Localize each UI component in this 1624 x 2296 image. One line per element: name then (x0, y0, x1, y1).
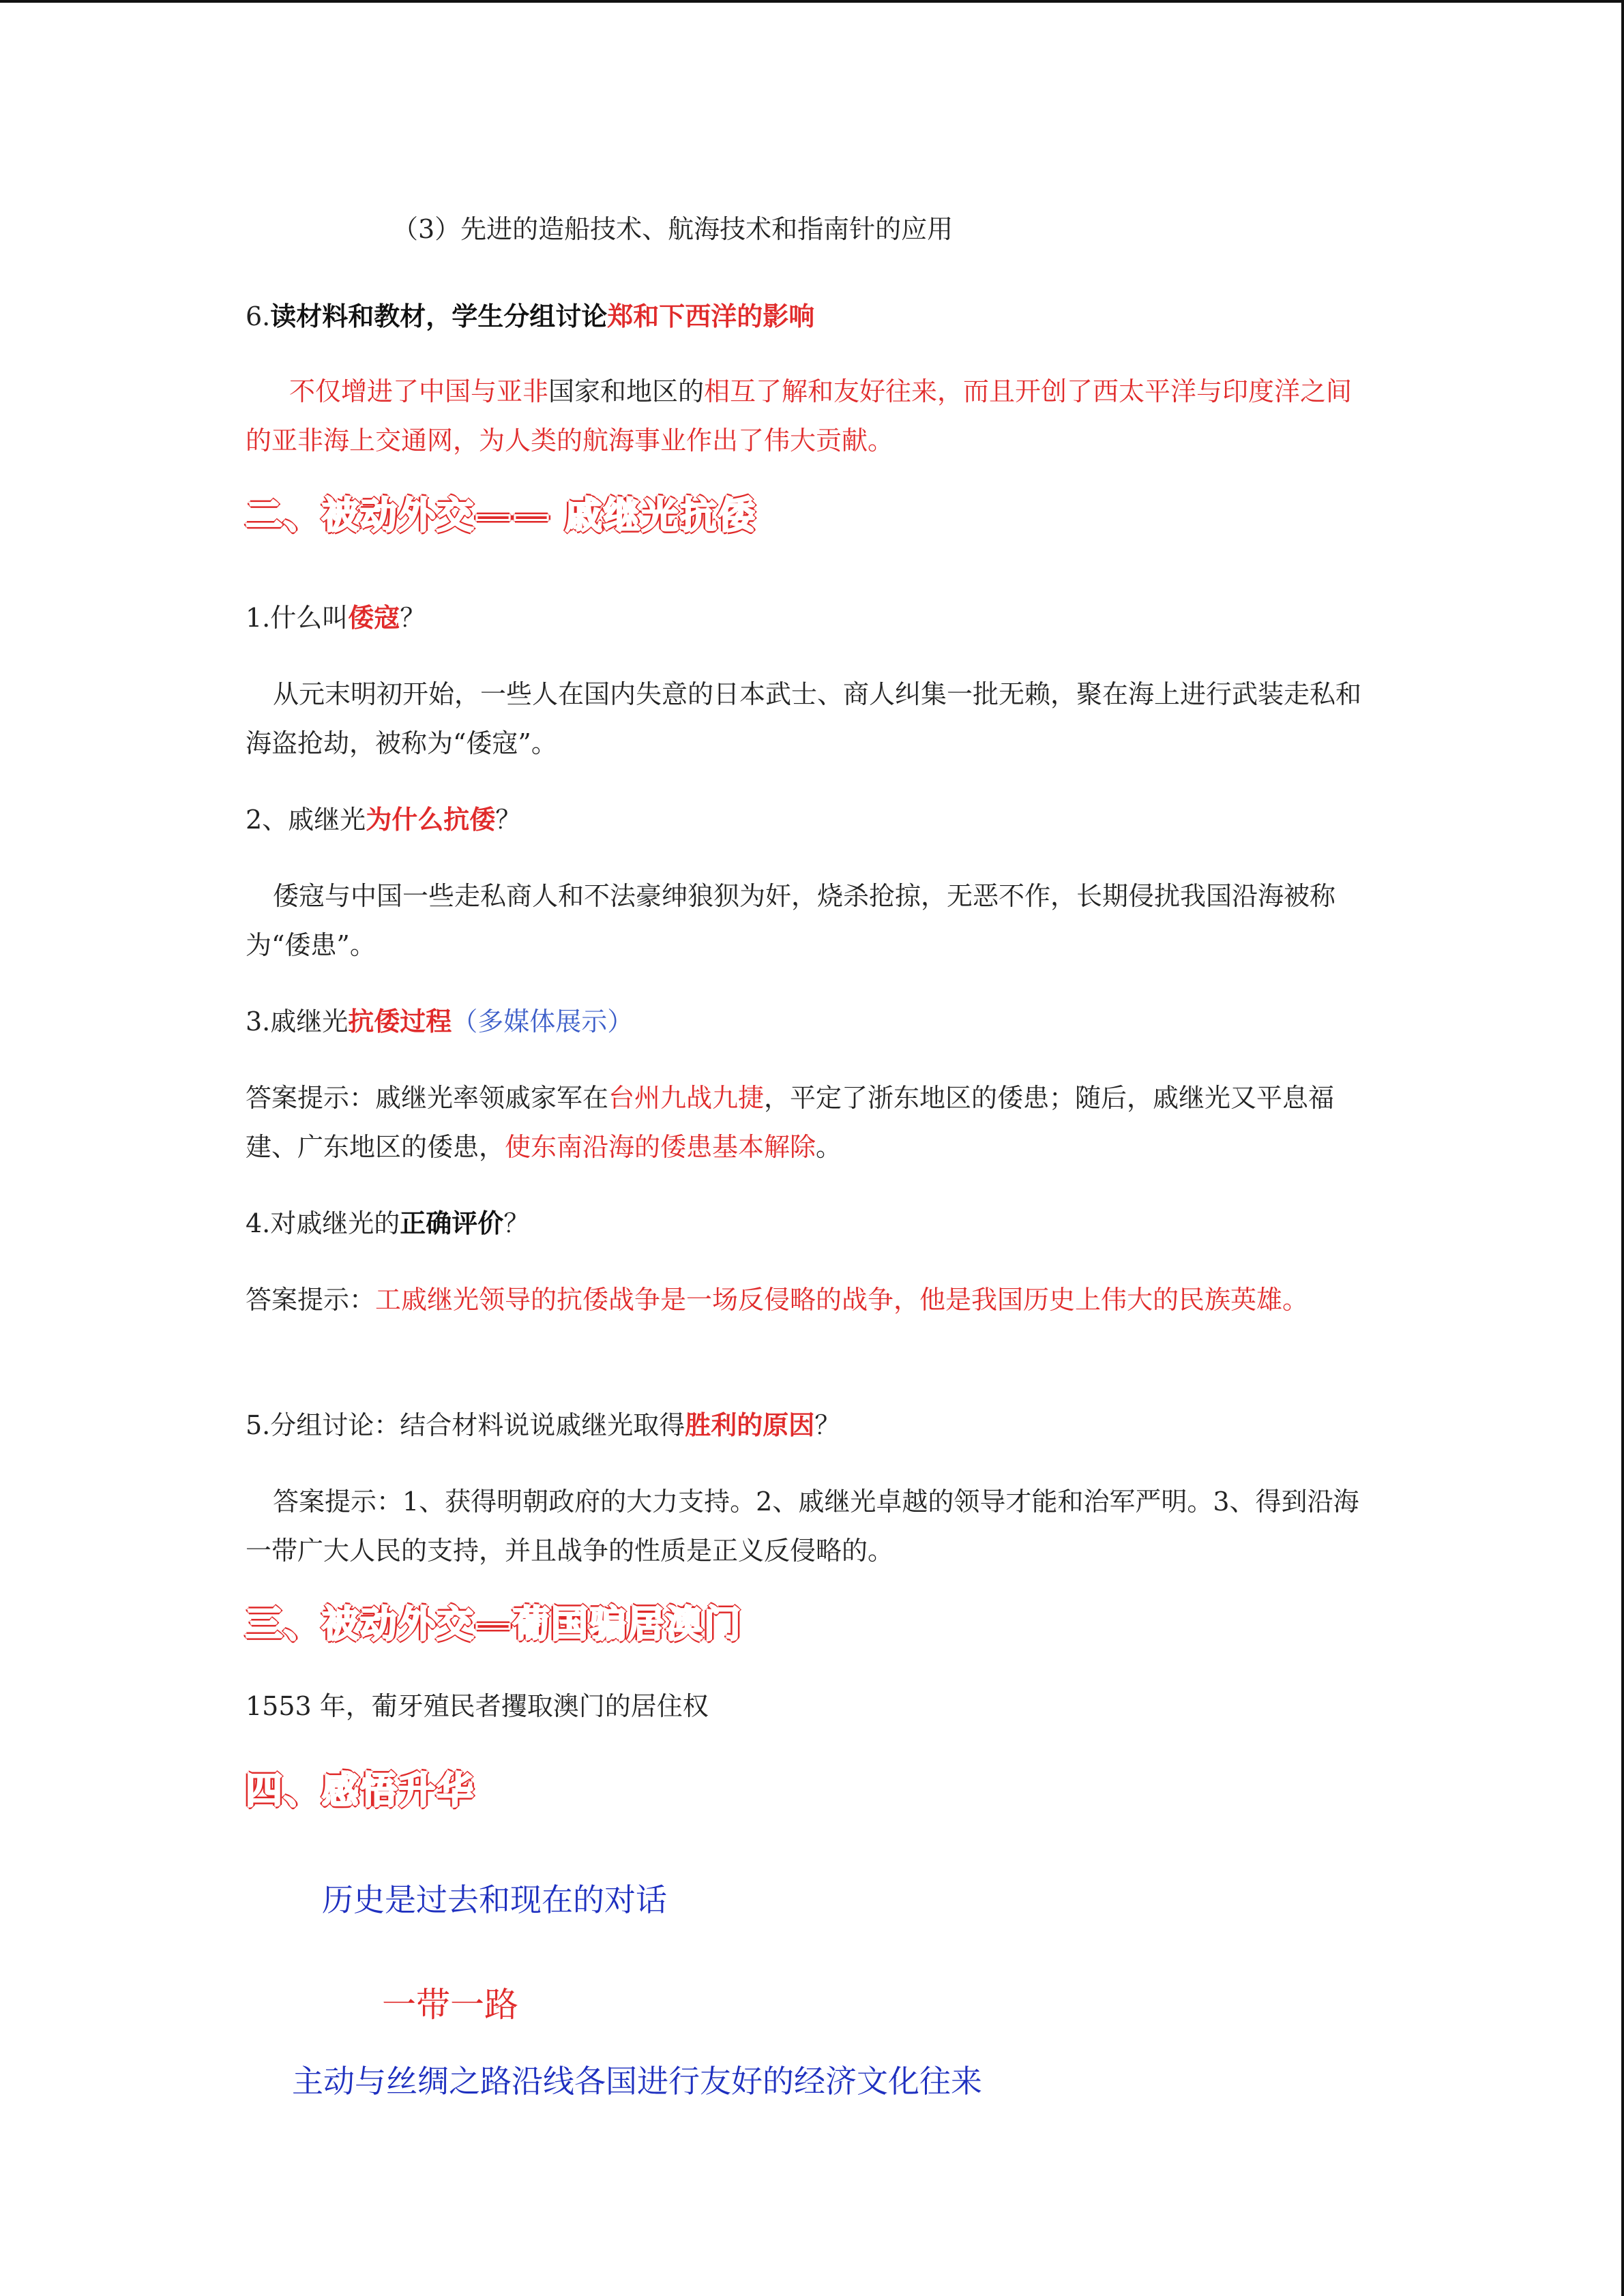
question-1 (246, 593, 426, 642)
answer-1: 从元末明初开始，一些人在国内失意的日本武士、商人纠集一批无赖，聚在海上进行武装走私和海盗抢劫，被称为“倭寇”。 (246, 679, 1362, 758)
question-5-suffix: ？ (814, 1410, 841, 1440)
question-2-prefix: 2、戚继光 (246, 805, 366, 835)
answer-6-part2: 国家和地区的 (548, 376, 705, 406)
answer-3-part2: ，平定了浙东地区的倭患；随后，戚继光又平息福建、广东地区的倭患， (246, 1083, 1335, 1162)
question-6-text: 读材料和教材，学生分组讨论 (270, 301, 608, 331)
question-2 (246, 795, 521, 844)
answer-6-part3: 相互了解和友好往来，而且开创了西太平洋与印度洋之间的亚非海上交通网，为人类的航海事业作出了伟大贡献。 (246, 376, 1353, 456)
answer-2: 倭寇与中国一些走私商人和不法豪绅狼狈为奸，烧杀抢掠，无恶不作，长期侵扰我国沿海被称为“倭患”。 (246, 881, 1336, 960)
answer-5: 答案提示：1、获得明朝政府的大力支持。2、戚继光卓越的领导才能和治军严明。3、得到沿海一带广大人民的支持，并且战争的性质是正义反侵略的。 (246, 1487, 1359, 1566)
question-3-keyword: 抗倭过程 (348, 1007, 452, 1037)
section-2-heading: 二、被动外交—— 戚继光抗倭 (246, 494, 756, 537)
question-5 (246, 1401, 840, 1450)
answer-3-highlight2: 使东南沿海的倭患基本解除 (505, 1132, 816, 1162)
question-6-keyword: 郑和下西洋的影响 (607, 301, 815, 331)
answer-4-prefix: 答案提示： (246, 1285, 376, 1315)
question-4-suffix: ？ (503, 1208, 530, 1238)
answer-4-text: 工戚继光领导的抗倭战争是一场反侵略的战争，他是我国历史上伟大的民族英雄。 (375, 1285, 1309, 1315)
question-4-keyword: 正确评价 (400, 1208, 504, 1238)
item-3: （3）先进的造船技术、航海技术和指南针的应用 (392, 214, 954, 244)
question-1-suffix: ？ (400, 603, 426, 633)
answer-3-part1: 答案提示：戚继光率领戚家军在 (246, 1083, 609, 1113)
question-1-prefix: 1.什么叫 (246, 603, 349, 633)
question-4-prefix: 4.对戚继光的 (246, 1208, 400, 1238)
answer-3-part3: 。 (816, 1132, 842, 1162)
answer-6-part1: 不仅增进了中国与亚非 (289, 376, 549, 406)
answer-3 (246, 1073, 1378, 1172)
answer-4 (246, 1275, 1378, 1324)
answer-6 (246, 367, 1378, 465)
summary-line-2: 一带一路 (382, 1985, 518, 2025)
section-3-heading: 三、被动外交—葡国骗居澳门 (246, 1602, 742, 1645)
question-6-number: 6. (246, 301, 271, 331)
question-5-prefix: 5.分组讨论：结合材料说说戚继光取得 (246, 1410, 685, 1440)
summary-line-3: 主动与丝绸之路沿线各国进行友好的经济文化往来 (292, 2063, 982, 2100)
question-3 (246, 997, 633, 1046)
question-1-keyword: 倭寇 (348, 603, 400, 633)
macau-text: 1553 年，葡牙殖民者攫取澳门的居住权 (246, 1691, 709, 1721)
question-2-suffix: ？ (495, 805, 522, 835)
question-2-keyword: 为什么抗倭 (366, 805, 496, 835)
section-4-heading: 四、感悟升华 (246, 1769, 475, 1812)
summary-line-1: 历史是过去和现在的对话 (322, 1881, 667, 1918)
question-4 (246, 1199, 529, 1248)
question-3-prefix: 3.戚继光 (246, 1007, 349, 1037)
question-3-note: （多媒体展示） (452, 1007, 634, 1037)
answer-3-highlight1: 台州九战九捷 (608, 1083, 765, 1113)
question-5-keyword: 胜利的原因 (685, 1410, 815, 1440)
question-6 (246, 292, 814, 341)
